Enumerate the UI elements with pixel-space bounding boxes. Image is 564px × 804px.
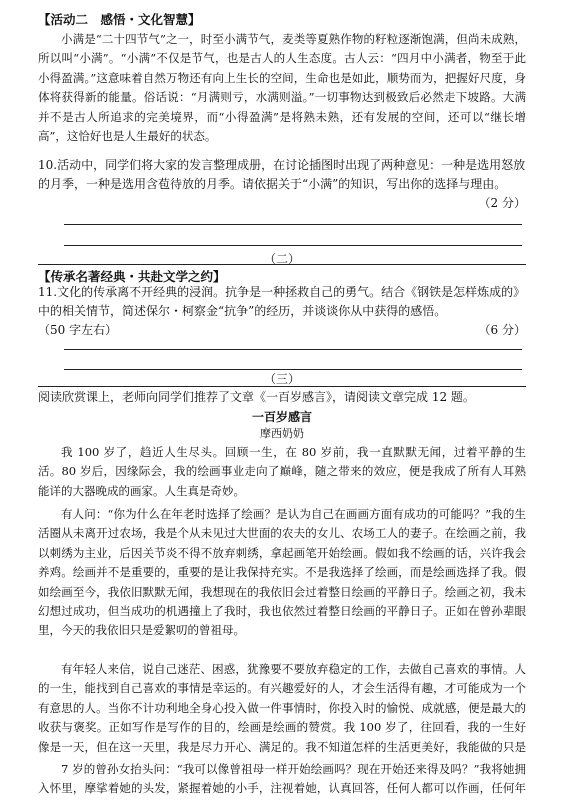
section3-intro: 阅读欣赏课上，老师向同学们推荐了文章《一百岁感言》，请阅读文章完成 12 题。	[38, 390, 475, 404]
section2-label: （二）	[263, 252, 300, 266]
section2-divider	[38, 264, 526, 265]
question-11-number: 11.	[38, 285, 58, 299]
section3-label: （三）	[263, 372, 300, 386]
question-11-score: （6 分）	[478, 323, 526, 337]
answer-line-10a	[64, 224, 522, 225]
question-11	[38, 283, 526, 340]
article-paragraph-1: 我 100 岁了，趋近人生尽头。回顾一生，在 80 岁前，我一直默默无闻，过着平静的生活。80 岁后，因缘际会，我的绘画事业走向了巅峰，随之带来的效应，便是我成了所有人耳熟能详的大器晚成的画家。人生真是奇妙。	[38, 445, 526, 498]
question-11-text: 文化的传承离不开经典的浸润。抗争是一种拯救自己的勇气。结合《钢铁是怎样炼成的》中的相关情节，简述保尔・柯察金“抗争”的经历，并谈谈你从中获得的感悟。	[38, 285, 526, 318]
question-10-text: 活动中，同学们将大家的发言整理成册，在讨论插图时出现了两种意见：一种是选用怒放的月季，一种是选用含苞待放的月季。请依据关于“小满”的知识，写出你的选择与理由。	[38, 158, 526, 191]
article-paragraph-2: 有人问：“你为什么在年老时选择了绘画？是认为自己在画画方面有成功的可能吗？”我的生活圈从未离开过农场，我是个从未见过大世面的农夫的女儿、农场工人的妻子。在绘画之前，我以刺绣为主业，后因关节炎不得不放弃刺绣，拿起画笔开始绘画。假如我不绘画的话，兴许我会养鸡。绘画并不是重要的，重要的是让我保持充实。不是我选择了绘画，而是绘画选择了我。假如绘画至今，我依旧默默无闻，我想现在的我依旧会过着整日绘画的平静日子。绘画之初，我未幻想过成功，但当成功的机遇撞上了我时，我也依然过着整日绘画的平静日子。正如在曾孙辈眼里，今天的我依旧只是爱絮叨的曾祖母。	[38, 507, 526, 638]
question-10-score: （2 分）	[478, 196, 526, 210]
answer-line-10b	[64, 245, 522, 246]
question-10	[38, 156, 526, 213]
article-author: 摩西奶奶	[260, 427, 304, 440]
article-title: 一百岁感言	[251, 410, 312, 424]
question-11-length: （50 字左右）	[38, 323, 118, 337]
answer-line-11a	[64, 349, 522, 350]
section2-title: 【传承名著经典・共赴文学之约】	[38, 269, 226, 284]
activity2-paragraph: 小满是“二十四节气”之一，时至小满节气，麦类等夏熟作物的籽粒逐渐饱满，但尚未成熟，所以叫“小满”。“小满”不仅是节气，也是古人的人生态度。古人云：“四月中小满者，物至于此小得盈满。”这意味着自然万物还有向上生长的空间，生命也是如此，顺势而为，把握好尺度，身体将获得新的能量。俗话说：“月满则亏，水满则溢。”一切事物达到极致后必然走下坡路。大满并不是古人所追求的完美境界，而“小得盈满”是将熟未熟，还有发展的空间，还可以“继长增高”，这恰好也是人生最好的状态。	[38, 32, 526, 144]
article-paragraph-4: 7 岁的曾孙女抬头问：“我可以像曾祖母一样开始绘画吗？现在开始还来得及吗？”我将她拥入怀里，摩挲着她的头发，紧握着她的小手，注视着她，认真回答，任何人都可以作画，任何年	[38, 762, 526, 796]
question-10-number: 10.	[38, 158, 58, 172]
article-paragraph-3: 有年轻人来信，说自己迷茫、困惑，犹豫要不要放弃稳定的工作，去做自己喜欢的事情。人的一生，能找到自己喜欢的事情是幸运的。有兴趣爱好的人，才会生活得有趣，才可能成为一个有意思的人。当你不计功利地全身心投入做一件事情时，你投入时的愉悦、成就感，便是最大的收获与褒奖。正如写作是写作的目的，绘画是绘画的赞赏。我 100 岁了，往回看，我的一生好像是一天，但在这一天里，我是尽力开心、满足的。我不知道怎样的生活更美好，我能做的只是	[38, 662, 526, 754]
activity2-title: 【活动二 感悟・文化智慧】	[38, 12, 201, 27]
section3-divider	[38, 386, 526, 387]
